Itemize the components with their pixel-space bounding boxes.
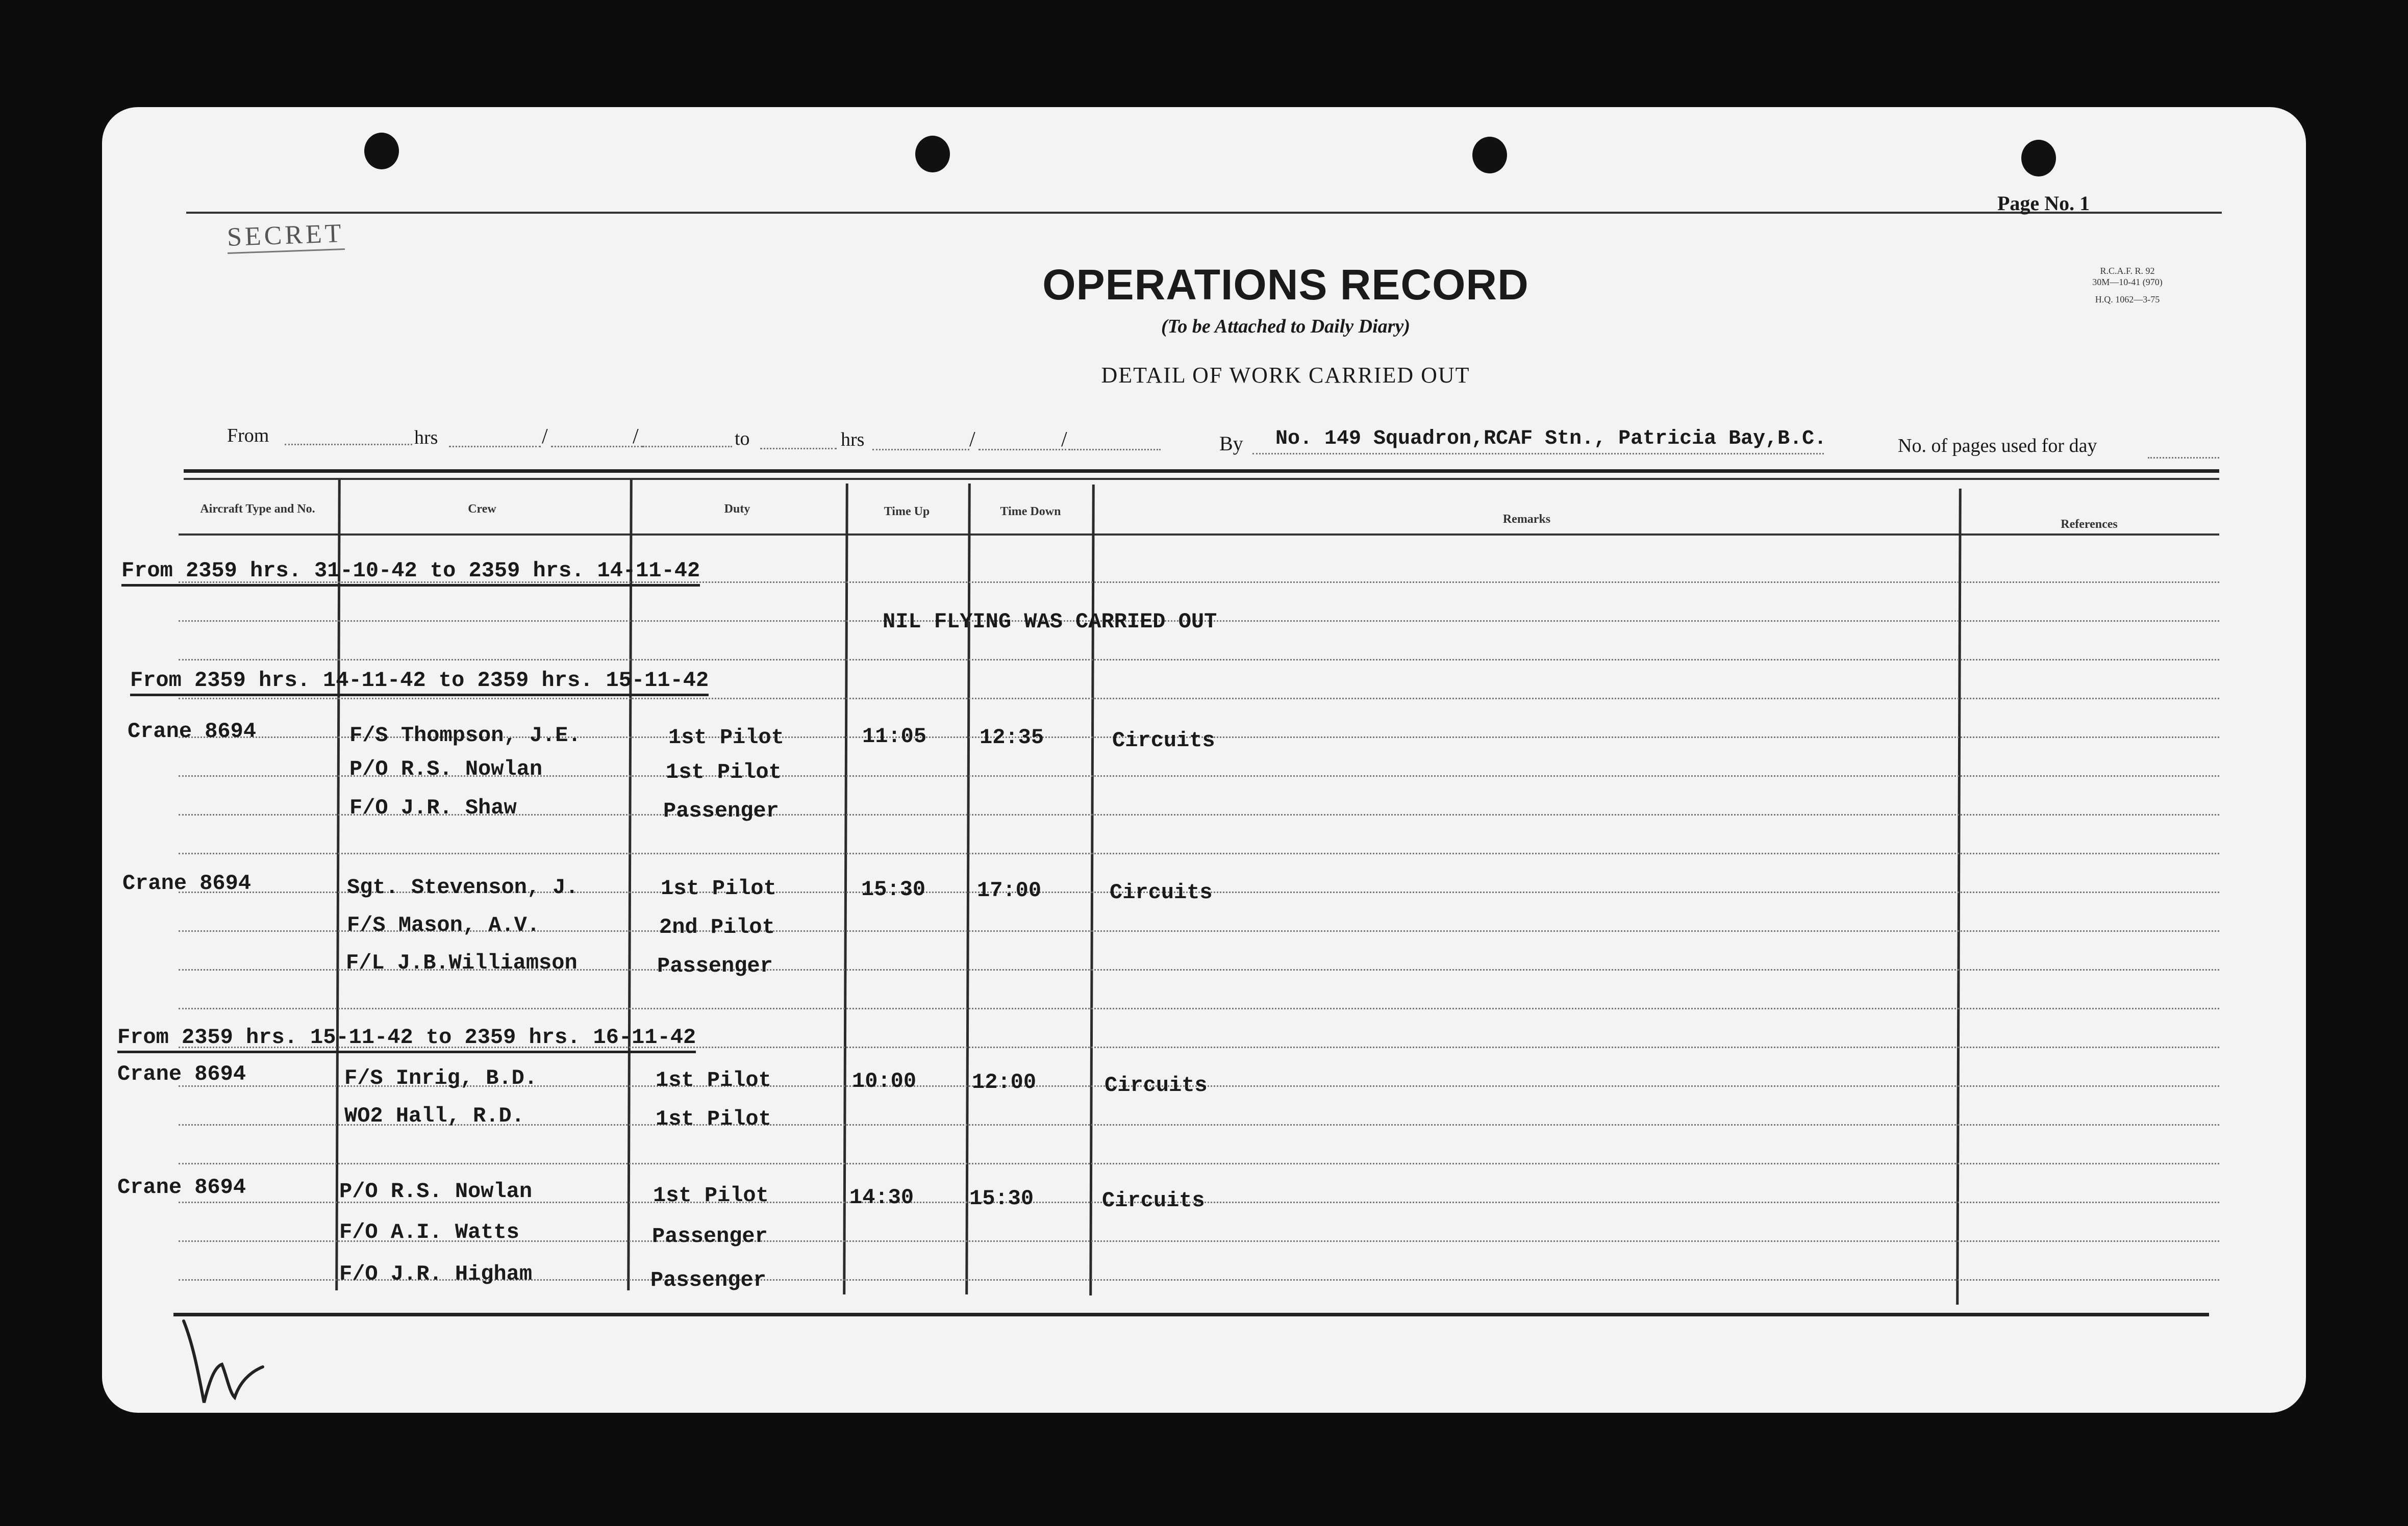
crew-duty: Passenger bbox=[650, 1268, 766, 1292]
column-rule bbox=[335, 479, 341, 1290]
page-subtitle: (To be Attached to Daily Diary) bbox=[1161, 316, 1410, 337]
period-heading: From 2359 hrs. 15-11-42 to 2359 hrs. 16-11-42 bbox=[117, 1025, 696, 1053]
page-title: OPERATIONS RECORD bbox=[1042, 261, 1529, 309]
crew-name: F/O A.I. Watts bbox=[339, 1220, 519, 1244]
pages-used-label: No. of pages used for day bbox=[1898, 435, 2097, 456]
time-down: 15:30 bbox=[969, 1186, 1034, 1211]
header-time-down: Time Down bbox=[1000, 505, 1061, 518]
crew-duty: 1st Pilot bbox=[653, 1183, 769, 1208]
from-label: From bbox=[227, 425, 269, 446]
form-code: R.C.A.F. R. 92 30M—10-41 (970) H.Q. 1062—3-75 bbox=[2092, 266, 2163, 304]
date-separator: / bbox=[969, 428, 975, 451]
header-aircraft: Aircraft Type and No. bbox=[200, 502, 315, 516]
binder-hole bbox=[364, 133, 399, 169]
by-value: No. 149 Squadron,RCAF Stn., Patricia Bay,B.C. bbox=[1275, 427, 1827, 450]
blank-field bbox=[1252, 453, 1824, 454]
nil-flying-note: NIL FLYING WAS CARRIED OUT bbox=[883, 609, 1217, 634]
handwritten-initials bbox=[173, 1316, 286, 1408]
crew-duty: 1st Pilot bbox=[661, 876, 776, 901]
remarks-entry: Circuits bbox=[1102, 1188, 1205, 1213]
column-rule bbox=[1089, 485, 1095, 1295]
blank-field bbox=[872, 449, 969, 450]
crew-duty: Passenger bbox=[652, 1224, 768, 1249]
remarks-entry: Circuits bbox=[1110, 880, 1213, 905]
blank-field bbox=[760, 448, 837, 449]
crew-duty: 1st Pilot bbox=[666, 760, 782, 784]
time-down: 12:00 bbox=[972, 1070, 1037, 1095]
header-rule bbox=[179, 533, 2219, 536]
blank-field bbox=[551, 446, 643, 447]
binder-hole bbox=[915, 136, 950, 172]
blank-field bbox=[643, 446, 732, 447]
table-bottom-rule bbox=[173, 1313, 2209, 1316]
blank-field bbox=[449, 446, 541, 447]
ruled-line bbox=[179, 698, 2219, 699]
time-up: 11:05 bbox=[862, 724, 927, 749]
binder-hole bbox=[2021, 140, 2056, 176]
time-down: 17:00 bbox=[977, 878, 1042, 903]
header-duty: Duty bbox=[724, 502, 750, 516]
crew-duty: 1st Pilot bbox=[656, 1107, 771, 1131]
header-remarks: Remarks bbox=[1502, 513, 1551, 526]
remarks-entry: Circuits bbox=[1112, 728, 1215, 753]
column-rule bbox=[965, 484, 971, 1294]
ruled-line bbox=[179, 1008, 2219, 1009]
crew-name: Sgt. Stevenson, J. bbox=[347, 875, 579, 900]
by-label: By bbox=[1219, 432, 1243, 455]
table-top-rule bbox=[184, 478, 2219, 480]
crew-name: P/O R.S. Nowlan bbox=[349, 757, 543, 781]
crew-name: P/O R.S. Nowlan bbox=[339, 1179, 533, 1204]
hrs-label: hrs bbox=[414, 427, 438, 448]
period-heading: From 2359 hrs. 14-11-42 to 2359 hrs. 15-11-42 bbox=[130, 668, 709, 696]
blank-field bbox=[979, 449, 1070, 450]
time-up: 15:30 bbox=[861, 877, 926, 902]
crew-duty: 2nd Pilot bbox=[659, 915, 775, 939]
aircraft-entry: Crane 8694 bbox=[117, 1062, 246, 1086]
blank-field bbox=[1071, 449, 1161, 450]
crew-duty: Passenger bbox=[663, 799, 779, 823]
crew-name: F/O J.R. Shaw bbox=[349, 796, 517, 820]
time-up: 14:30 bbox=[849, 1185, 914, 1210]
binder-hole bbox=[1472, 137, 1507, 173]
ruled-line bbox=[179, 659, 2219, 660]
crew-name: F/S Thompson, J.E. bbox=[349, 723, 581, 748]
column-rule bbox=[843, 484, 848, 1294]
blank-field bbox=[285, 444, 412, 445]
detail-heading: DETAIL OF WORK CARRIED OUT bbox=[1101, 363, 1470, 388]
crew-name: F/O J.R. Higham bbox=[339, 1262, 533, 1286]
to-label: to bbox=[735, 428, 750, 449]
top-rule bbox=[186, 212, 2222, 214]
aircraft-entry: Crane 8694 bbox=[117, 1175, 246, 1200]
header-crew: Crew bbox=[468, 502, 496, 516]
time-down: 12:35 bbox=[980, 725, 1044, 750]
crew-duty: 1st Pilot bbox=[668, 725, 784, 750]
classification-stamp: SECRET bbox=[227, 218, 345, 254]
hrs-label: hrs bbox=[841, 429, 865, 450]
operations-record-sheet bbox=[102, 107, 2306, 1413]
time-up: 10:00 bbox=[852, 1069, 917, 1093]
aircraft-entry: Crane 8694 bbox=[122, 871, 252, 896]
page-number: Page No. 1 bbox=[1997, 192, 2090, 215]
column-rule bbox=[1956, 489, 1962, 1305]
date-separator: / bbox=[1061, 428, 1067, 451]
crew-duty: 1st Pilot bbox=[656, 1068, 771, 1092]
date-separator: / bbox=[633, 425, 639, 448]
crew-name: F/S Inrig, B.D. bbox=[344, 1066, 538, 1090]
table-top-rule bbox=[184, 469, 2219, 473]
ruled-line bbox=[179, 1163, 2219, 1164]
crew-name: WO2 Hall, R.D. bbox=[344, 1104, 524, 1128]
ruled-line bbox=[179, 853, 2219, 854]
aircraft-entry: Crane 8694 bbox=[128, 719, 257, 744]
crew-name: F/S Mason, A.V. bbox=[347, 913, 540, 937]
header-time-up: Time Up bbox=[884, 505, 930, 518]
header-references: References bbox=[2061, 518, 2118, 531]
column-rule bbox=[627, 479, 633, 1290]
crew-name: F/L J.B.Williamson bbox=[346, 951, 578, 975]
date-separator: / bbox=[542, 425, 548, 448]
period-heading: From 2359 hrs. 31-10-42 to 2359 hrs. 14-11-42 bbox=[121, 558, 700, 587]
blank-field bbox=[2148, 457, 2219, 459]
crew-duty: Passenger bbox=[657, 954, 773, 978]
remarks-entry: Circuits bbox=[1105, 1073, 1208, 1098]
